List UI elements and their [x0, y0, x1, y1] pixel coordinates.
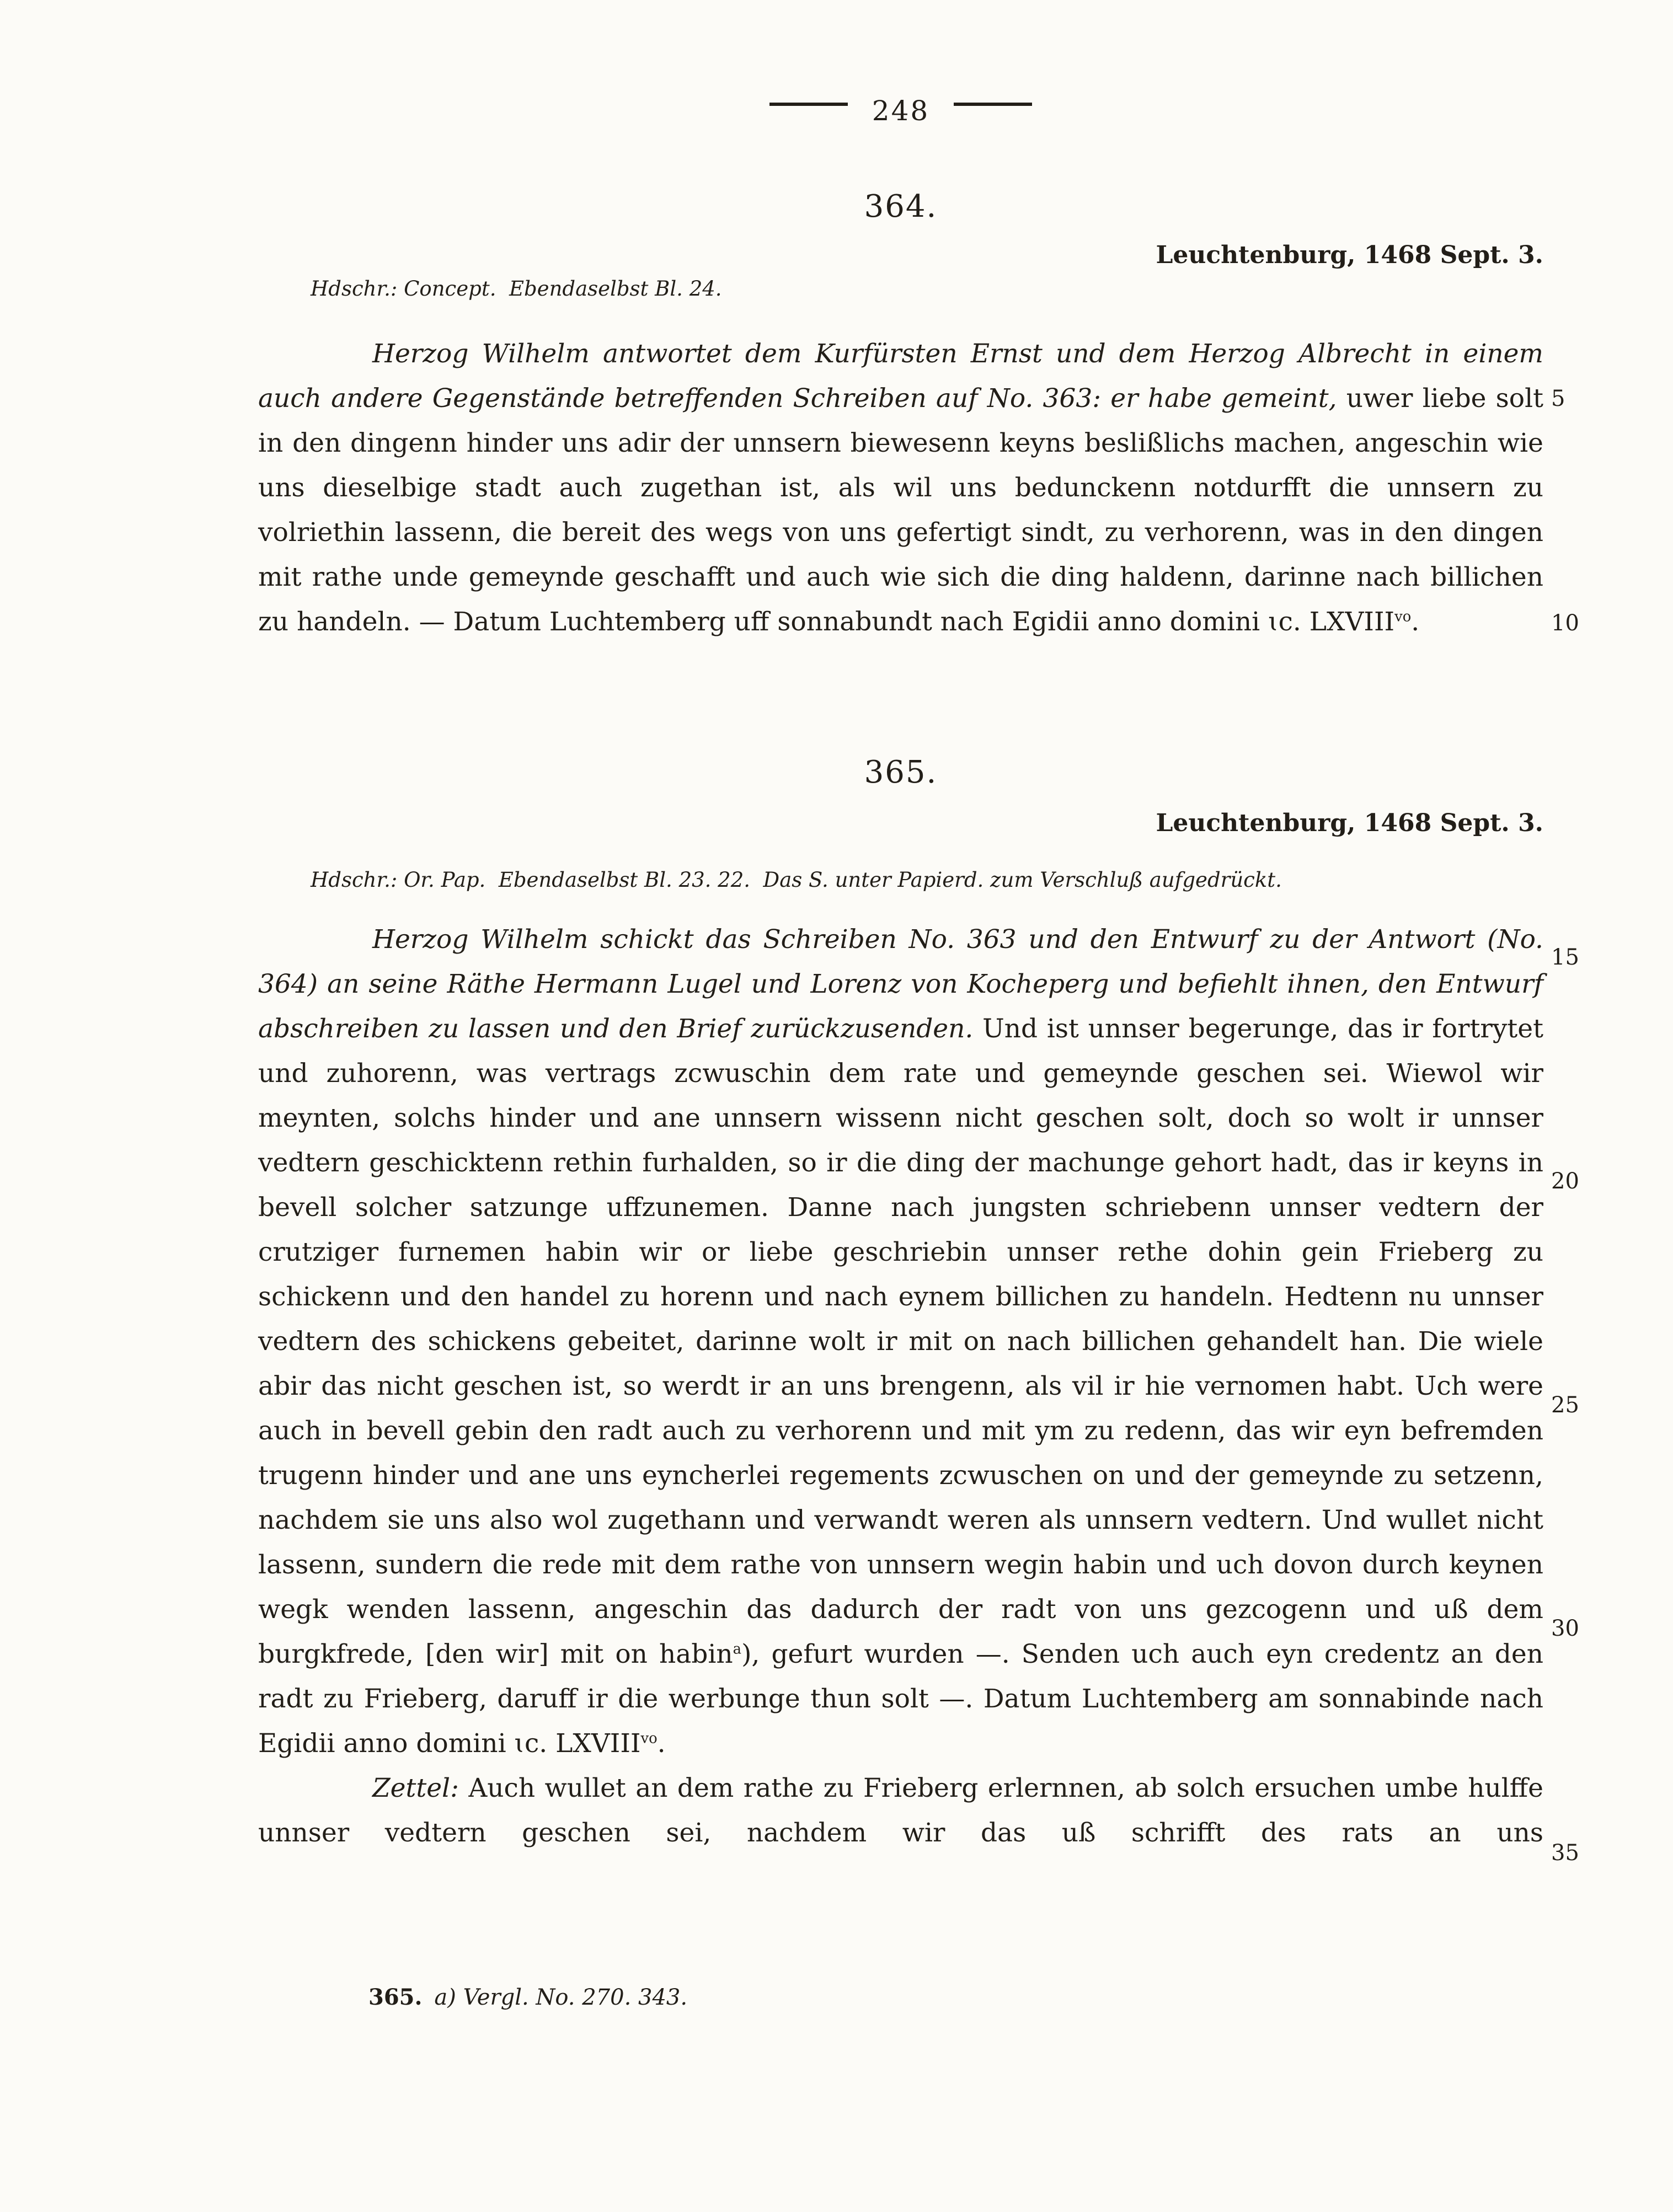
entry-365-zettel-paragraph [258, 1766, 1543, 1855]
line-number-20: 20 [1551, 1169, 1579, 1194]
entry-365-body [258, 917, 1543, 1766]
page-header [258, 95, 1543, 127]
line-number-10: 10 [1551, 610, 1579, 636]
line-number-5: 5 [1551, 386, 1565, 411]
entry-365-source-note: Hdschr.: Or. Pap. Ebendaselbst Bl. 23. 22. Das S. unter Papierd. zum Verschluß aufgedrückt. [311, 868, 1282, 892]
entry-364-quoted-text: uwer liebe solt in den dingenn hinder uns adir der unnsern biewesenn keyns beslißlichs machen, angeschin wie uns dieselbige stadt auch zugethan ist, als wil uns bedunckenn notdurfft die unnsern zu volriethin lassenn, die bereit des wegs von uns gefertigt sindt, zu verhorenn, was in den dingen mit rathe unde gemeynde geschafft und auch wie sich die ding haldenn, darinne nach billichen zu handeln. — Datum Luchtemberg uff sonnabundt nach Egidii anno domini ɩc. LXVIII [258, 383, 1543, 637]
entry-365-dateline: Leuchtenburg, 1468 Sept. 3. [1156, 809, 1543, 837]
header-rule-right [954, 103, 1032, 106]
entry-364-summary: Herzog Wilhelm antwortet dem Kurfürsten Ernst und dem Herzog Albrecht in einem auch andere Gegenstände betreffenden Schreiben auf No. 363: er habe gemeint, [258, 339, 1543, 414]
entry-365-zettel-text: Auch wullet an dem rathe zu Frieberg erlernnen, ab solch ersuchen umbe hulffe unnser vedtern geschen sei, nachdem wir das uß schrifft des rats an uns [258, 1773, 1543, 1848]
entry-364-body [258, 331, 1543, 644]
entry-364-superscript-vo: vo [1394, 608, 1412, 625]
line-number-25: 25 [1551, 1392, 1579, 1418]
entry-365-summary: Herzog Wilhelm schickt das Schreiben No. 363 und den Entwurf zu der Antwort (No. 364) an seine Räthe Hermann Lugel und Lorenz von Kocheperg und befiehlt ihnen, den Entwurf abschreiben zu lassen und den Brief zurückzusenden. [258, 924, 1543, 1044]
footnote-text: a) Vergl. No. 270. 343. [434, 1985, 688, 2010]
footnote-365a [368, 1984, 687, 2010]
entry-364-source-note: Hdschr.: Concept. Ebendaselbst Bl. 24. [311, 277, 722, 301]
entry-365-quoted-text-2: ), gefurt wurden —. Senden uch auch eyn credentz an den radt zu Frieberg, daruff ir die werbunge thun solt —. Datum Luchtemberg am sonnabinde nach Egidii anno domini ɩc. LXVIII [258, 1639, 1543, 1759]
line-number-15: 15 [1551, 945, 1579, 970]
entry-365-zettel-label: Zettel: [372, 1773, 469, 1803]
footnote-entry-number: 365. [368, 1984, 423, 2010]
entry-365-superscript-vo: vo [640, 1730, 658, 1747]
entry-365-number: 365. [864, 754, 938, 790]
entry-364-number: 364. [864, 189, 938, 224]
entry-365-quoted-text-1: Und ist unnser begerunge, das ir fortrytet und zuhorenn, was vertrags zcwuschin dem rate und gemeynde geschen sei. Wiewol wir meynten, solchs hinder und ane unnsern wissenn nicht geschen solt, doch so wolt ir unnser vedtern geschicktenn rethin furhalden, so ir die ding der machunge gehort hadt, das ir keyns in bevell solcher satzunge uffzunemen. Danne nach jungsten schriebenn unnser vedtern der crutziger furnemen habin wir or liebe geschriebin unnser rethe dohin gein Frieberg zu schickenn und den handel zu horenn und nach eynem billichen zu handeln. Hedtenn nu unnser vedtern des schickens gebeitet, darinne wolt ir mit on nach billichen gehandelt han. Die wiele abir das nicht geschen ist, so werdt ir an uns brengenn, als vil ir hie vernomen habt. Uch were auch in bevell gebin den radt auch zu verhorenn und mit ym zu redenn, das wir eyn befremden trugenn hinder und ane uns eyncherlei regements zcwuschen on und der gemeynde zu setzenn, nachdem sie uns also wol zugethann und verwandt weren als unnsern vedtern. Und wullet nicht lassenn, sundern die rede mit dem rathe von unnsern wegin habin und uch dovon durch keynen wegk wenden lassenn, angeschin das dadurch der radt von uns gezcogenn und uß dem burgkfrede, [den wir] mit on habin [258, 1014, 1544, 1669]
entry-365-final-period: . [657, 1728, 666, 1759]
entry-364 [258, 189, 1543, 644]
entry-365 [258, 754, 1543, 1855]
entry-364-dateline: Leuchtenburg, 1468 Sept. 3. [1156, 241, 1543, 269]
page-number: 248 [872, 95, 930, 127]
entry-364-final-period: . [1411, 607, 1420, 637]
entry-365-footnote-mark-a: a [733, 1641, 742, 1658]
header-rule-left [769, 103, 848, 106]
line-number-30: 30 [1551, 1616, 1579, 1641]
line-number-35: 35 [1551, 1840, 1579, 1866]
